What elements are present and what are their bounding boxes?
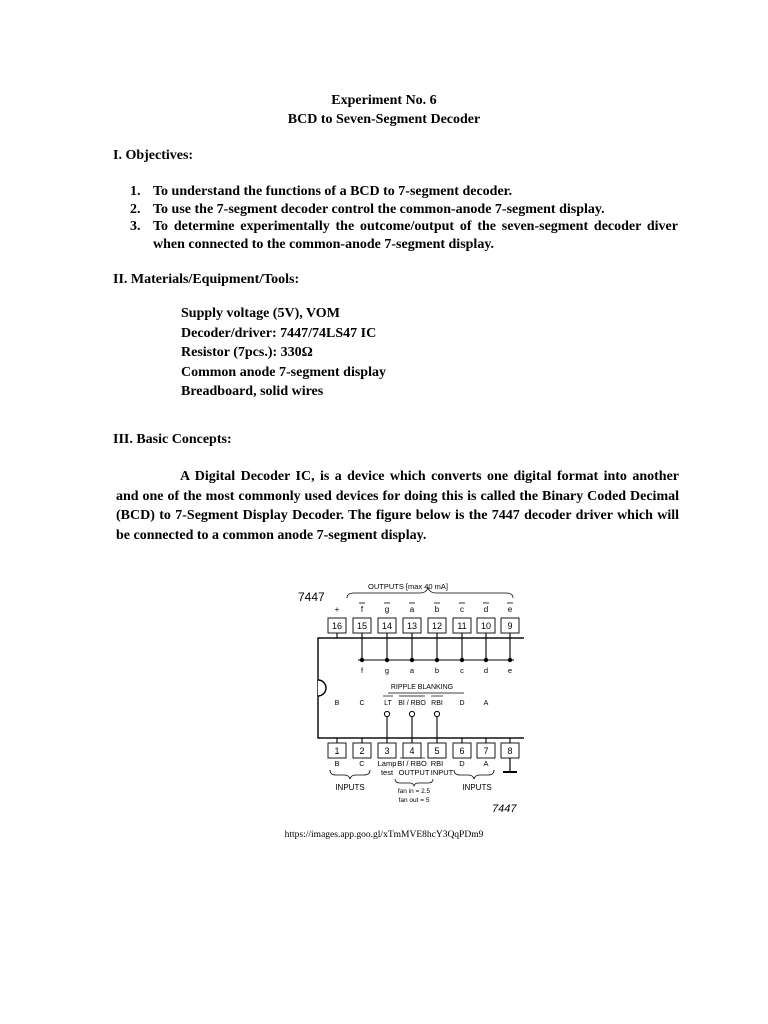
pin-name-2: C: [359, 759, 365, 768]
ic-7447-pinout-figure: [292, 576, 524, 818]
inner-label-e: e: [507, 666, 513, 675]
pin-name-11: c: [460, 605, 464, 614]
pin-name-13: a: [409, 605, 415, 614]
ripple-blanking-label: RIPPLE BLANKING: [390, 684, 454, 691]
inner-label-f: f: [360, 666, 364, 675]
material-item: Resistor (7pcs.): 330Ω: [181, 345, 313, 360]
inner-label-RBI: RBI: [431, 700, 443, 707]
inner-label-LT: LT: [384, 700, 392, 707]
pin-name-1: B: [334, 759, 340, 768]
inputs-left-label: INPUTS: [335, 783, 365, 792]
objective-text: To understand the functions of a BCD to 7-segment decoder.: [153, 184, 513, 199]
pin-13: 13: [406, 621, 418, 631]
pin-14: 14: [381, 621, 393, 631]
pin-15: 15: [356, 621, 368, 631]
objectives-heading: I. Objectives:: [113, 148, 194, 163]
pin-9: 9: [507, 621, 513, 631]
pin-1: 1: [334, 746, 340, 756]
concepts-heading: III. Basic Concepts:: [113, 432, 232, 447]
objective-text: To determine experimentally the outcome/output of the seven-segment decoder diver when connected to the common-anode 7-segment display.: [153, 219, 678, 252]
sub-label-output: OUTPUT: [398, 768, 430, 777]
inner-label-b: b: [434, 666, 440, 675]
material-item: Supply voltage (5V), VOM: [181, 306, 340, 321]
pin-6: 6: [459, 746, 465, 756]
pin-name-12: b: [434, 605, 440, 614]
sub-label-test: test: [380, 768, 394, 777]
pinout-diagram: [292, 576, 524, 818]
inner-label-BI-RBO: BI / RBO: [398, 700, 426, 707]
materials-heading: II. Materials/Equipment/Tools:: [113, 272, 300, 287]
experiment-title: BCD to Seven-Segment Decoder: [287, 112, 481, 127]
pin-name-3: Lamp: [377, 759, 397, 768]
objective-item: [130, 183, 678, 201]
material-item: Decoder/driver: 7447/74LS47 IC: [181, 325, 377, 341]
pin-name-16: +: [334, 605, 340, 614]
inner-label-a: a: [409, 666, 415, 675]
materials-list: [181, 304, 386, 402]
pin-10: 10: [480, 621, 492, 631]
pin-name-5: RBI: [430, 759, 444, 768]
inner-label-D: D: [459, 700, 465, 707]
outputs-label: OUTPUTS [max 40 mA]: [368, 582, 449, 591]
inner-label-B: B: [334, 700, 340, 707]
objective-item: [130, 218, 678, 253]
pin-11: 11: [457, 621, 467, 631]
objective-number: 1.: [130, 184, 141, 199]
pin-2: 2: [359, 746, 365, 756]
material-item: Common anode 7-segment display: [181, 364, 386, 380]
inner-label-g: g: [384, 666, 390, 675]
pin-7: 7: [483, 746, 489, 756]
pin-name-6: D: [459, 759, 465, 768]
chip-label: 7447: [298, 590, 325, 604]
image-source-url: https://images.app.goo.gl/xTmMVE8hcY3QqPDm9: [284, 830, 484, 840]
pin-name-9: e: [507, 605, 513, 614]
inner-label-c: c: [460, 666, 464, 675]
pin-name-10: d: [483, 605, 489, 614]
pin-name-4: BI / RBO: [397, 759, 427, 768]
inner-label-C: C: [359, 700, 365, 707]
pin-name-15: f: [360, 605, 364, 614]
pin-name-7: A: [483, 759, 489, 768]
material-item: Breadboard, solid wires: [181, 384, 324, 399]
pin-8: 8: [507, 746, 513, 756]
fan-in-label: fan in = 2.5: [397, 788, 431, 795]
objectives-list: [130, 183, 678, 253]
corner-chip-label: 7447: [492, 803, 517, 815]
objective-text: To use the 7-segment decoder control the common-anode 7-segment display.: [153, 201, 605, 217]
pin-3: 3: [384, 746, 390, 756]
inner-label-d: d: [483, 666, 489, 675]
inner-label-A: A: [483, 700, 489, 707]
pin-4: 4: [409, 746, 415, 756]
pin-12: 12: [431, 621, 443, 631]
objective-number: 3.: [130, 219, 141, 234]
objective-number: 2.: [130, 201, 141, 217]
inputs-right-label: INPUTS: [462, 783, 492, 792]
experiment-number: Experiment No. 6: [331, 93, 437, 108]
pin-5: 5: [434, 746, 440, 756]
pin-name-14: g: [384, 605, 390, 614]
fan-out-label: fan out = 5: [398, 797, 430, 804]
concepts-paragraph: A Digital Decoder IC, is a device which converts one digital format into another and one of the most commonly used devices for doing this is called the Binary Coded Decimal (BCD) to 7-Segment Display Decoder. The figure below is the 7447 decoder driver which will be connected to a common anode 7-segment display.: [116, 469, 679, 543]
pin-16: 16: [331, 621, 343, 631]
objective-item: [130, 201, 678, 219]
sub-label-input: INPUT: [430, 768, 454, 777]
bottom-sub-labels: [381, 768, 454, 777]
